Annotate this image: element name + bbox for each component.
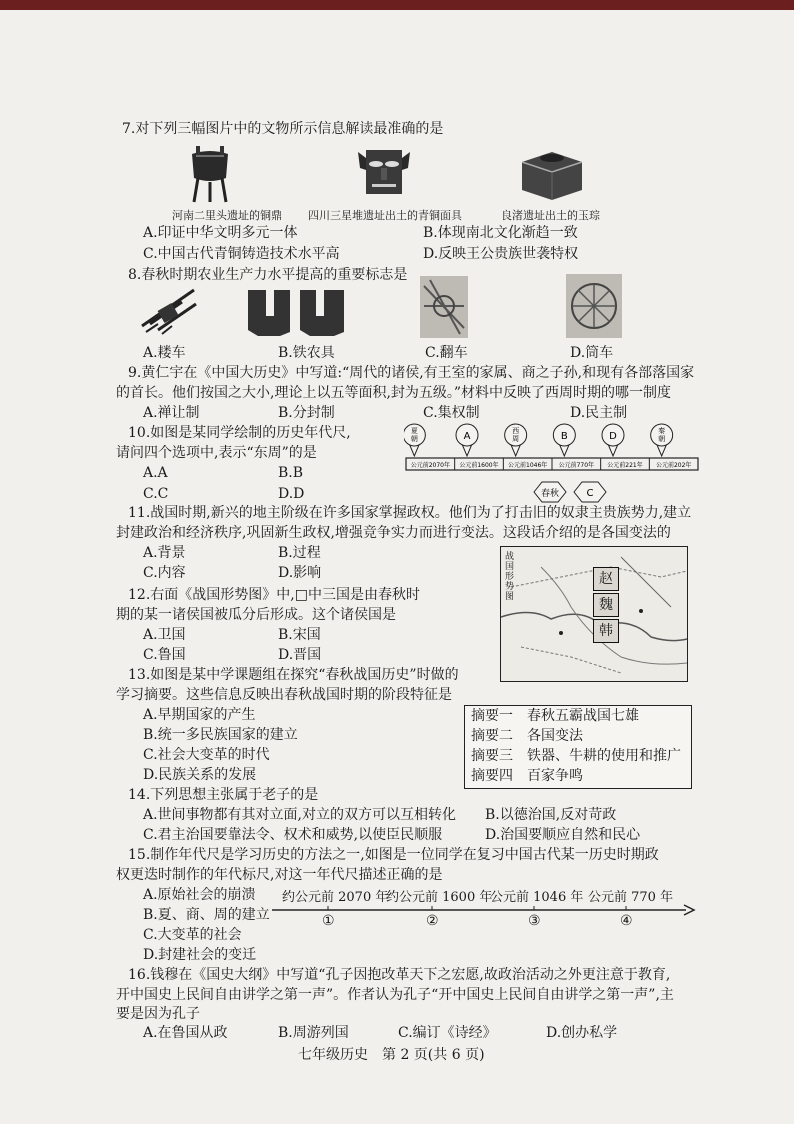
q8-option-c: C.翻车 <box>425 345 468 361</box>
timeline-date-1: 公元前1600年 <box>459 462 499 469</box>
q7-option-a: A.印证中华文明多元一体 <box>143 225 298 241</box>
q15-mark-3: ③ <box>528 913 541 929</box>
bronze-mask-image <box>356 140 412 202</box>
q12-line1: 12.右面《战国形势图》中,□中三国是由春秋时 <box>128 587 420 603</box>
q15-option-d: D.封建社会的变迁 <box>143 947 257 963</box>
q7-option-c: C.中国古代青铜铸造技术水平高 <box>143 246 340 262</box>
timeline-bottom-label-1: C <box>586 488 594 499</box>
q15-date-4: 公元前 770 年 <box>588 890 674 905</box>
summary-box <box>464 705 692 789</box>
timeline-pin-label-1: A <box>463 431 471 442</box>
page-footer: 七年级历史 第 2 页(共 6 页) <box>298 1047 485 1063</box>
summary-line-4: 摘要四 百家争鸣 <box>471 768 583 784</box>
q14-option-b: B.以德治国,反对苛政 <box>485 807 617 823</box>
q16-line2: 开中国史上民间自由讲学之第一声”。作者认为孔子“开中国史上民间自由讲学之第一声”,主 <box>116 987 674 1003</box>
timeline-date-3: 公元前770年 <box>558 462 595 469</box>
q7-option-d: D.反映王公贵族世袭特权 <box>423 246 579 262</box>
summary-line-2: 摘要二 各国变法 <box>471 728 583 744</box>
q11-option-d: D.影响 <box>278 565 322 581</box>
map-state-wei: 魏 <box>593 593 619 617</box>
q15-line2: 权更迭时制作的年代标尺,对这一年代尺描述正确的是 <box>116 867 443 883</box>
q15-option-a: A.原始社会的崩溃 <box>143 887 256 903</box>
q9-option-b: B.分封制 <box>278 405 335 421</box>
timeline-bottom-marker-1 <box>574 482 606 502</box>
timeline-pin-1 <box>456 424 478 456</box>
q11-option-c: C.内容 <box>143 565 186 581</box>
q14-option-d: D.治国要顺应自然和民心 <box>485 827 641 843</box>
q16-option-a: A.在鲁国从政 <box>143 1025 228 1041</box>
q7-caption-2: 四川三星堆遗址出土的青铜面具 <box>308 209 462 222</box>
timeline-pin-label-5: 秦朝 <box>658 427 666 443</box>
timeline-pin-4 <box>602 424 624 456</box>
tube-wheel-image <box>566 274 622 338</box>
timeline-bottom-marker-0 <box>534 482 566 502</box>
q10-line2: 请问四个选项中,表示“东周”的是 <box>116 445 317 461</box>
q10-line1: 10.如图是某同学绘制的历史年代尺, <box>128 425 351 441</box>
q15-date-2: 约公元前 1600 年 <box>386 890 493 905</box>
q15-mark-1: ① <box>322 913 335 929</box>
summary-line-3: 摘要三 铁器、牛耕的使用和推广 <box>471 748 681 764</box>
q12-option-b: B.宋国 <box>278 627 321 643</box>
q16-line3: 要是因为孔子 <box>116 1006 200 1022</box>
map-title: 战国形势图 <box>505 551 515 601</box>
q14-option-c: C.君主治国要靠法令、权术和威势,以使臣民顺服 <box>143 827 443 843</box>
q8-option-a: A.耧车 <box>143 345 186 361</box>
map-state-han: 韩 <box>593 619 619 643</box>
q16-option-d: D.创办私学 <box>546 1025 618 1041</box>
timeline-pin-2 <box>505 424 527 456</box>
bronze-ding-image <box>186 144 234 206</box>
q13-option-b: B.统一多民族国家的建立 <box>143 727 298 743</box>
q12-option-a: A.卫国 <box>143 627 186 643</box>
q15-mark-4: ④ <box>620 913 633 929</box>
q12-option-d: D.晋国 <box>278 647 322 663</box>
q9-line1: 9.黄仁宇在《中国大历史》中写道:“周代的诸侯,有王室的家属、商之子孙,和现有各部落国家 <box>128 365 695 381</box>
q14-option-a: A.世间事物都有其对立面,对立的双方可以互相转化 <box>143 807 457 823</box>
q11-option-b: B.过程 <box>278 545 321 561</box>
seed-drill-image <box>138 284 200 336</box>
timeline-pin-5 <box>651 424 673 456</box>
q10-option-b: B.B <box>278 465 304 481</box>
timeline-pin-label-4: D <box>609 431 617 442</box>
q7-option-b: B.体现南北文化渐趋一致 <box>423 225 578 241</box>
page-top-edge <box>0 0 794 10</box>
timeline-pin-0 <box>404 424 425 456</box>
timeline-date-2: 公元前1046年 <box>508 462 548 469</box>
q13-line1: 13.如图是某中学课题组在探究“春秋战国历史”时做的 <box>128 667 459 683</box>
q13-option-a: A.早期国家的产生 <box>143 707 256 723</box>
q15-date-1: 约公元前 2070 年 <box>282 890 389 905</box>
timeline-pin-label-2: 西周 <box>512 427 520 443</box>
q9-option-a: A.禅让制 <box>143 405 200 421</box>
timeline-date-5: 公元前202年 <box>655 462 692 469</box>
q11-line1: 11.战国时期,新兴的地主阶级在许多国家掌握政权。他们为了打击旧的奴隶主贵族势力,建立 <box>128 505 692 521</box>
q15-option-b: B.夏、商、周的建立 <box>143 907 270 923</box>
q10-option-d: D.D <box>278 486 305 502</box>
q11-option-a: A.背景 <box>143 545 186 561</box>
q7-caption-1: 河南二里头遗址的铜鼎 <box>172 209 282 222</box>
q7-stem: 7.对下列三幅图片中的文物所示信息解读最准确的是 <box>122 121 444 137</box>
q9-option-c: C.集权制 <box>423 405 480 421</box>
jade-cong-image <box>512 140 592 206</box>
q10-timeline <box>404 420 700 506</box>
water-wheel-chain-image <box>420 276 468 338</box>
q16-option-b: B.周游列国 <box>278 1025 349 1041</box>
q12-option-c: C.鲁国 <box>143 647 186 663</box>
timeline-pin-3 <box>553 424 575 456</box>
q9-line2: 的首长。他们按国之大小,理论上以五等面积,封为五级。”材料中反映了西周时期的哪一制度 <box>116 385 672 401</box>
timeline-date-0: 公元前2070年 <box>410 462 450 469</box>
q15-mark-2: ② <box>426 913 439 929</box>
q10-option-a: A.A <box>143 465 168 481</box>
q15-date-3: 公元前 1046 年 <box>490 890 584 905</box>
q7-caption-3: 良渚遗址出土的玉琮 <box>501 209 600 222</box>
q16-option-c: C.编订《诗经》 <box>398 1025 497 1041</box>
timeline-date-4: 公元前221年 <box>607 462 643 469</box>
q9-option-d: D.民主制 <box>570 405 628 421</box>
q12-line2: 期的某一诸侯国被瓜分后形成。这个诸侯国是 <box>116 607 396 623</box>
warring-states-map <box>500 546 688 682</box>
timeline-pin-label-0: 夏朝 <box>410 427 418 443</box>
q16-line1: 16.钱穆在《国史大纲》中写道“孔子因抱改革天下之宏愿,故政治活动之外更注意于教育, <box>128 967 671 983</box>
iron-tools-image <box>244 286 352 338</box>
timeline-pin-label-3: B <box>560 431 568 442</box>
map-state-zhao: 赵 <box>593 567 619 591</box>
q13-line2: 学习摘要。这些信息反映出春秋战国时期的阶段特征是 <box>116 687 452 703</box>
q8-option-b: B.铁农具 <box>278 345 335 361</box>
q14-stem: 14.下列思想主张属于老子的是 <box>128 787 319 803</box>
timeline-bottom-label-0: 春秋 <box>540 489 560 499</box>
q13-option-c: C.社会大变革的时代 <box>143 747 270 763</box>
q11-line2: 封建政治和经济秩序,巩固新生政权,增强竞争实力而进行变法。这段话介绍的是各国变法的 <box>116 525 671 541</box>
q8-stem: 8.春秋时期农业生产力水平提高的重要标志是 <box>128 267 408 283</box>
q15-line1: 15.制作年代尺是学习历史的方法之一,如图是一位同学在复习中国古代某一历史时期政 <box>128 847 659 863</box>
q15-option-c: C.大变革的社会 <box>143 927 242 943</box>
q8-option-d: D.筒车 <box>570 345 614 361</box>
q10-option-c: C.C <box>143 486 169 502</box>
summary-line-1: 摘要一 春秋五霸战国七雄 <box>471 708 639 724</box>
q13-option-d: D.民族关系的发展 <box>143 767 257 783</box>
